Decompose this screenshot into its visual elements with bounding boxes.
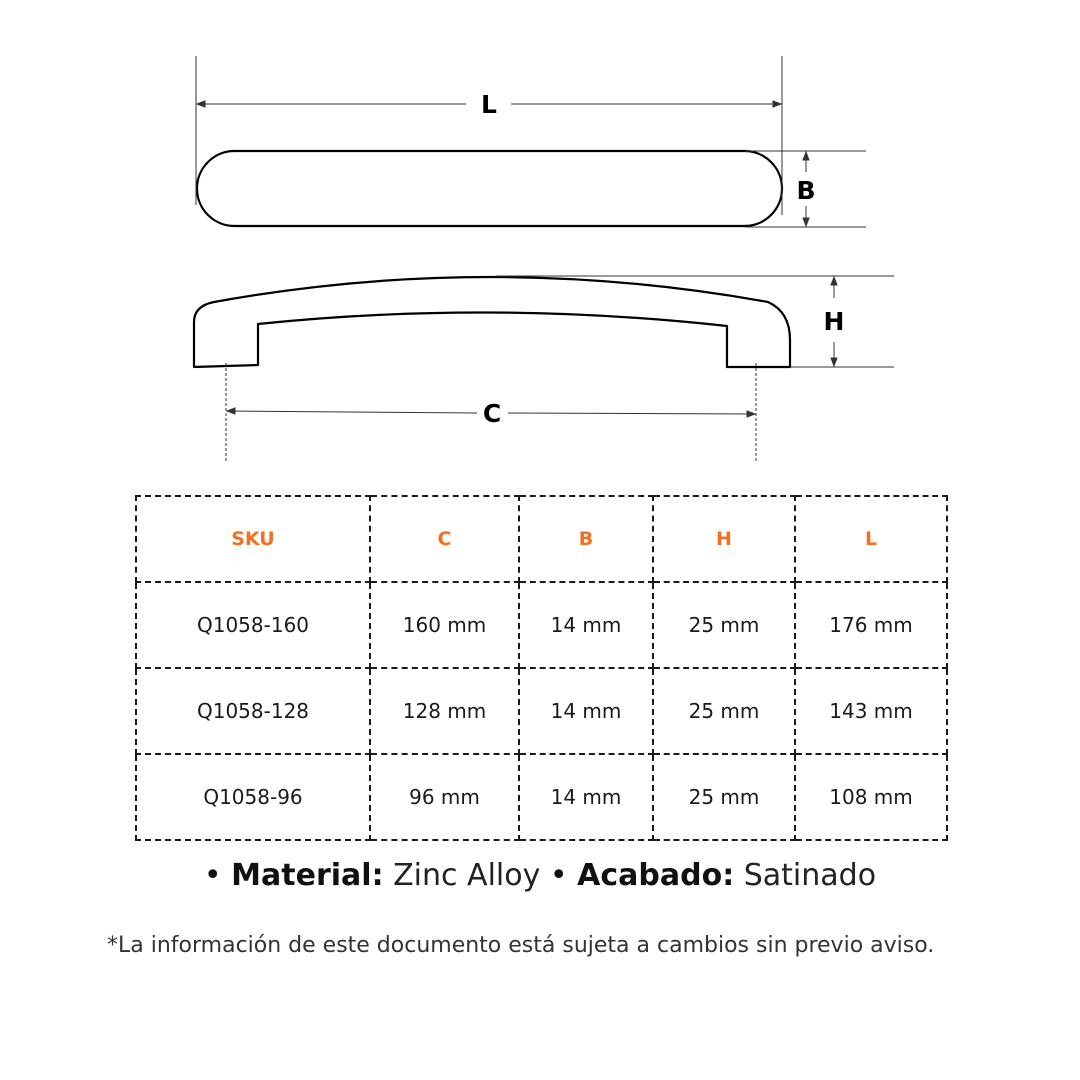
bullet: • [203, 858, 222, 893]
length-arrow-right [773, 101, 781, 107]
handle-top-outline [197, 151, 782, 226]
material-value: Zinc Alloy [393, 858, 541, 893]
height-label: H [823, 307, 845, 336]
cell-l: 143 mm [795, 668, 947, 754]
material-label: Material: [231, 858, 384, 893]
header-sku: SKU [136, 496, 370, 582]
cell-b: 14 mm [519, 754, 653, 840]
disclaimer-text: *La información de este documento está sujeta a cambios sin previo aviso. [107, 933, 935, 958]
header-l: L [795, 496, 947, 582]
height-arrow-top [831, 277, 837, 285]
center-arrow-right [747, 411, 755, 417]
cell-c: 96 mm [370, 754, 519, 840]
cell-sku: Q1058-128 [136, 668, 370, 754]
header-b: B [519, 496, 653, 582]
side-view [194, 277, 790, 367]
width-arrow-top [803, 152, 809, 160]
center-dimension-line-left [227, 411, 477, 413]
cell-l: 108 mm [795, 754, 947, 840]
cell-h: 25 mm [653, 668, 795, 754]
header-c: C [370, 496, 519, 582]
handle-side-outline [194, 277, 790, 367]
table-row [136, 668, 947, 754]
height-arrow-bottom [831, 358, 837, 366]
center-label: C [482, 399, 502, 428]
table-row [136, 754, 947, 840]
finish-label: Acabado: [577, 858, 735, 893]
cell-sku: Q1058-160 [136, 582, 370, 668]
center-arrow-left [227, 408, 235, 414]
center-dimension-line-right [508, 413, 755, 414]
handle-dimension-drawing [0, 0, 1080, 470]
table-row [136, 582, 947, 668]
length-arrow-left [197, 101, 205, 107]
length-label: L [481, 90, 497, 119]
cell-b: 14 mm [519, 668, 653, 754]
cell-c: 128 mm [370, 668, 519, 754]
finish-value: Satinado [743, 858, 877, 893]
cell-sku: Q1058-96 [136, 754, 370, 840]
header-h: H [653, 496, 795, 582]
cell-c: 160 mm [370, 582, 519, 668]
bullet: • [549, 858, 568, 893]
table-header-row [136, 496, 947, 582]
width-arrow-bottom [803, 218, 809, 226]
material-finish-line [0, 858, 1080, 893]
width-label: B [796, 176, 816, 205]
cell-h: 25 mm [653, 582, 795, 668]
specification-table [135, 495, 948, 841]
length-dimension [196, 56, 782, 215]
cell-b: 14 mm [519, 582, 653, 668]
cell-h: 25 mm [653, 754, 795, 840]
cell-l: 176 mm [795, 582, 947, 668]
top-view [197, 151, 782, 226]
